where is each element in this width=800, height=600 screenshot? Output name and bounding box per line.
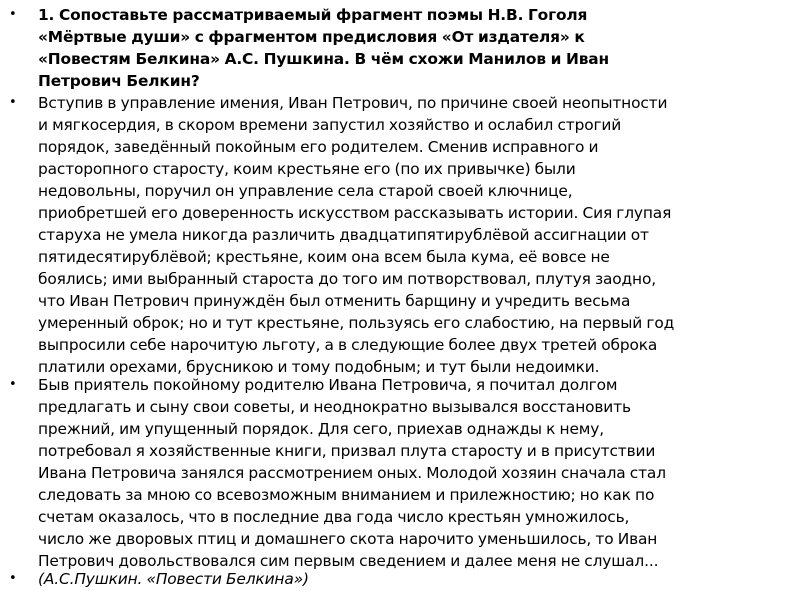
text-line: Быв приятель покойному родителю Ивана Петровича, я почитал долгом	[38, 376, 618, 394]
text-line: боялись; ими выбранный староста до того им потворствовал, плутуя заодно,	[38, 270, 656, 288]
text-line: что Иван Петрович принуждён был отменить барщину и учредить весьма	[38, 292, 631, 310]
text-line: «Повестям Белкина» А.С. Пушкина. В чём схожи Манилов и Иван	[38, 50, 610, 68]
text-line: пятидесятирублёвой; крестьяне, коим она всем была кума, её вовсе не	[38, 248, 610, 266]
bullet-marker: •	[9, 95, 17, 110]
text-line: счетам оказалось, что в последние два года число крестьян умножилось,	[38, 508, 630, 526]
text-line: старуха не умела никогда различить двадцатипятирублёвой ассигнации от	[38, 226, 649, 244]
text-line: выпросили себе нарочитую льготу, а в следующие более двух третей оброка	[38, 336, 658, 354]
text-line: предлагать и сыну свои советы, и неоднократно вызывался восстановить	[38, 398, 631, 416]
quote-paragraph	[38, 374, 796, 572]
text-line: приобретшей его доверенность искусством рассказывать истории. Сия глупая	[38, 204, 672, 222]
bullet-marker: •	[9, 7, 17, 22]
text-line: (А.С.Пушкин. «Повести Белкина»)	[38, 570, 309, 588]
text-line: расторопного старосту, коим крестьяне его (по их привычке) были	[38, 160, 576, 178]
text-line: Ивана Петровича занялся рассмотрением оных. Молодой хозяин сначала стал	[38, 464, 666, 482]
citation-text	[38, 568, 796, 590]
text-line: прежний, им упущенный порядок. Для сего, приехав однажды к нему,	[38, 420, 604, 438]
text-line: Петрович Белкин?	[38, 72, 200, 90]
text-line: недовольны, поручил он управление села старой своей ключнице,	[38, 182, 573, 200]
quote-paragraph	[38, 92, 796, 378]
text-line: Петрович довольствовался сим первым сведением и далее меня не слушал...	[38, 552, 659, 570]
text-line: потребовал я хозяйственные книги, призвал плута старосту и в присутствии	[38, 442, 656, 460]
text-line: 1. Сопоставьте рассматриваемый фрагмент поэмы Н.В. Гоголя	[38, 6, 588, 24]
text-line: умеренный оброк; но и тут крестьяне, пользуясь его слабостию, на первый год	[38, 314, 675, 332]
text-line: число же дворовых птиц и домашнего скота нарочито уменьшилось, то Иван	[38, 530, 658, 548]
text-line: и мягкосердия, в скором времени запустил хозяйство и ослабил строгий	[38, 116, 622, 134]
text-line: «Мёртвые души» с фрагментом предисловия «От издателя» к	[38, 28, 585, 46]
question-text	[38, 4, 796, 92]
bullet-marker: •	[9, 377, 17, 392]
text-line: платили орехами, брусникою и тому подобным; и тут были недоимки.	[38, 358, 600, 376]
text-line: порядок, заведённый покойным его родителем. Сменив исправного и	[38, 138, 599, 156]
text-line: Вступив в управление имения, Иван Петрович, по причине своей неопытности	[38, 94, 668, 112]
bullet-marker: •	[9, 571, 17, 586]
text-line: следовать за мною со всевозможным вниманием и прилежностию; но как по	[38, 486, 655, 504]
